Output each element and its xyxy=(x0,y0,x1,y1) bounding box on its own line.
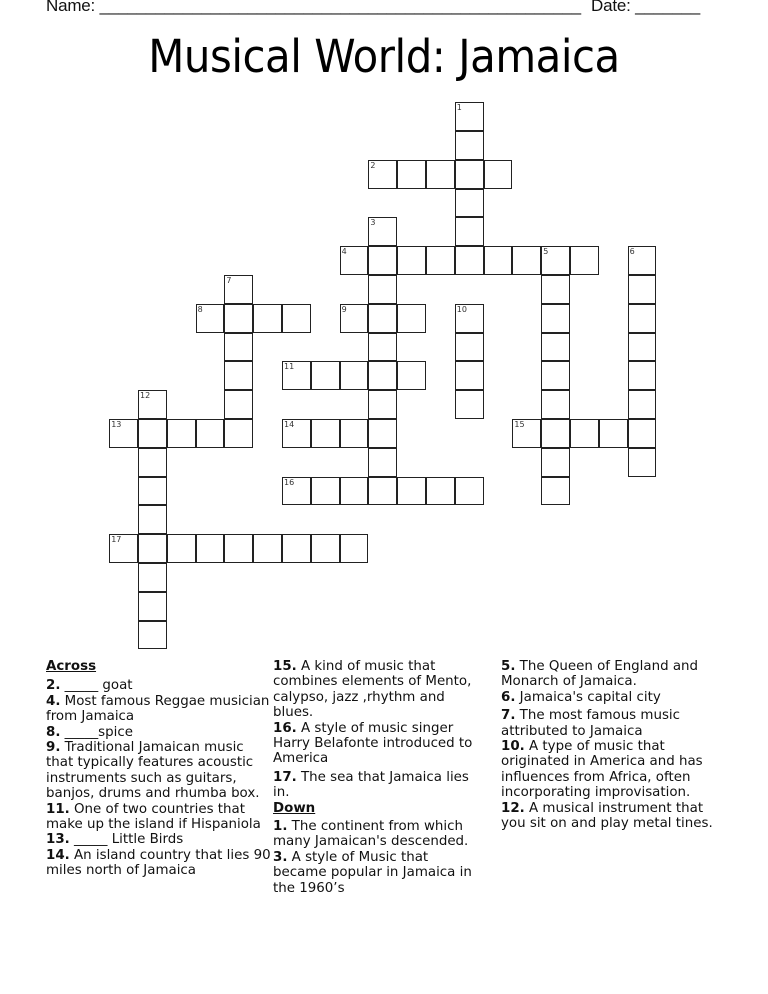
clue-text: Most famous Reggae musician from Jamaica xyxy=(46,693,270,725)
grid-cell[interactable] xyxy=(311,361,340,390)
grid-cell[interactable] xyxy=(397,477,426,506)
cell-number: 6 xyxy=(629,247,635,257)
clue-text: One of two countries that make up the island if Hispaniola xyxy=(46,801,261,833)
cell-number: 13 xyxy=(111,420,122,429)
grid-cell[interactable] xyxy=(397,246,426,275)
clue-number: 16. xyxy=(273,720,297,736)
grid-cell[interactable] xyxy=(397,160,426,189)
grid-cell[interactable] xyxy=(196,304,225,333)
grid-cell[interactable] xyxy=(340,304,369,333)
grid-cell[interactable] xyxy=(426,160,455,189)
grid-cell[interactable] xyxy=(224,304,253,333)
grid-cell[interactable] xyxy=(109,534,138,563)
clue-across-14 xyxy=(46,848,274,879)
clue-text: _____spice xyxy=(60,724,133,740)
grid-cell[interactable] xyxy=(455,477,484,506)
clues-column-1 xyxy=(46,659,274,879)
grid-cell[interactable] xyxy=(109,419,138,448)
grid-cell[interactable] xyxy=(282,534,311,563)
cell-number: 16 xyxy=(284,477,295,487)
grid-cell[interactable] xyxy=(138,621,167,650)
grid-cell[interactable] xyxy=(282,361,311,390)
grid-cell[interactable] xyxy=(368,217,397,246)
grid-cell[interactable] xyxy=(628,333,657,362)
clue-across-15 xyxy=(273,659,485,721)
grid-cell[interactable] xyxy=(455,246,484,275)
clue-number: 13. xyxy=(46,832,70,848)
grid-cell[interactable] xyxy=(311,419,340,448)
clue-number: 6. xyxy=(501,689,516,705)
clue-number: 1. xyxy=(273,819,288,835)
grid-cell[interactable] xyxy=(368,448,397,477)
cell-number: 10 xyxy=(456,304,467,314)
grid-cell[interactable] xyxy=(138,390,167,419)
grid-cell[interactable] xyxy=(224,534,253,563)
grid-cell[interactable] xyxy=(541,477,570,506)
cell-number: 7 xyxy=(226,276,232,285)
grid-cell[interactable] xyxy=(541,246,570,275)
grid-cell[interactable] xyxy=(138,563,167,592)
clue-across-2 xyxy=(46,678,274,693)
grid-cell[interactable] xyxy=(340,477,369,506)
grid-cell[interactable] xyxy=(628,448,657,477)
grid-cell[interactable] xyxy=(167,534,196,563)
clue-across-11 xyxy=(46,802,286,833)
grid-cell[interactable] xyxy=(282,477,311,506)
clue-down-12 xyxy=(501,801,726,832)
name-blank[interactable]: ____________________________________________________ xyxy=(99,0,581,15)
clue-across-9 xyxy=(46,740,274,802)
grid-cell[interactable] xyxy=(455,131,484,160)
grid-cell[interactable] xyxy=(541,333,570,362)
date-label: Date: xyxy=(591,0,631,15)
grid-cell[interactable] xyxy=(541,304,570,333)
clue-down-7 xyxy=(501,708,726,739)
clue-down-3 xyxy=(273,850,485,896)
cell-number: 17 xyxy=(111,535,122,545)
grid-cell[interactable] xyxy=(368,361,397,390)
cell-number: 2 xyxy=(370,160,376,170)
cell-number: 11 xyxy=(284,362,295,372)
grid-cell[interactable] xyxy=(282,304,311,333)
cell-number: 14 xyxy=(284,420,295,429)
clue-across-13 xyxy=(46,832,274,847)
clue-across-16 xyxy=(273,721,485,767)
grid-cell[interactable] xyxy=(138,505,167,534)
grid-cell[interactable] xyxy=(570,419,599,448)
date-blank[interactable]: _______ xyxy=(635,0,700,15)
grid-cell[interactable] xyxy=(368,275,397,304)
grid-cell[interactable] xyxy=(628,246,657,275)
grid-cell[interactable] xyxy=(368,246,397,275)
grid-cell[interactable] xyxy=(512,246,541,275)
clues-column-2 xyxy=(273,659,485,896)
grid-cell[interactable] xyxy=(628,390,657,419)
clue-across-8 xyxy=(46,725,274,740)
clue-number: 15. xyxy=(273,659,297,674)
clue-number: 2. xyxy=(46,678,61,694)
grid-cell[interactable] xyxy=(196,419,225,448)
grid-cell[interactable] xyxy=(455,333,484,362)
grid-cell[interactable] xyxy=(340,419,369,448)
cell-number: 12 xyxy=(140,391,151,401)
grid-cell[interactable] xyxy=(196,534,225,563)
clue-across-4 xyxy=(46,694,274,725)
cell-number: 8 xyxy=(197,304,203,314)
clue-number: 17. xyxy=(273,769,297,785)
page-title: Musical World: Jamaica xyxy=(148,30,620,83)
grid-cell[interactable] xyxy=(541,448,570,477)
grid-cell[interactable] xyxy=(340,361,369,390)
grid-cell[interactable] xyxy=(426,477,455,506)
clue-down-10 xyxy=(501,739,726,801)
clue-down-5 xyxy=(501,659,726,690)
grid-cell[interactable] xyxy=(311,477,340,506)
grid-cell[interactable] xyxy=(455,390,484,419)
cell-number: 9 xyxy=(341,304,347,314)
grid-cell[interactable] xyxy=(368,304,397,333)
grid-cell[interactable] xyxy=(311,534,340,563)
grid-cell[interactable] xyxy=(397,304,426,333)
cell-number: 1 xyxy=(456,103,462,113)
grid-cell[interactable] xyxy=(541,275,570,304)
clue-text: Jamaica's capital city xyxy=(515,689,661,705)
grid-cell[interactable] xyxy=(224,275,253,304)
clue-number: 7. xyxy=(501,708,516,724)
grid-cell[interactable] xyxy=(368,419,397,448)
cell-number: 5 xyxy=(543,247,549,257)
clue-number: 3. xyxy=(273,849,288,865)
grid-cell[interactable] xyxy=(253,304,282,333)
clues-column-3 xyxy=(501,659,726,831)
clue-number: 12. xyxy=(501,800,525,816)
down-heading: Down xyxy=(273,800,316,816)
grid-cell[interactable] xyxy=(541,419,570,448)
grid-cell[interactable] xyxy=(138,419,167,448)
grid-cell[interactable] xyxy=(455,102,484,131)
grid-cell[interactable] xyxy=(426,246,455,275)
grid-cell[interactable] xyxy=(224,333,253,362)
clue-text: An island country that lies 90 miles north of Jamaica xyxy=(46,847,271,879)
grid-cell[interactable] xyxy=(570,246,599,275)
clue-number: 11. xyxy=(46,801,70,817)
grid-cell[interactable] xyxy=(628,419,657,448)
grid-cell[interactable] xyxy=(455,361,484,390)
name-label: Name: xyxy=(46,0,96,15)
grid-cell[interactable] xyxy=(599,419,628,448)
clue-number: 9. xyxy=(46,740,61,756)
grid-cell[interactable] xyxy=(224,419,253,448)
grid-cell[interactable] xyxy=(138,534,167,563)
cell-number: 4 xyxy=(341,247,347,257)
grid-cell[interactable] xyxy=(340,246,369,275)
clue-text: A kind of music that combines elements of Mento, calypso, jazz ,rhythm and blues. xyxy=(273,659,472,721)
clue-text: A type of music that originated in America and has influences from Africa, often incorporating improvisation. xyxy=(501,739,703,801)
grid-cell[interactable] xyxy=(628,304,657,333)
grid-cell[interactable] xyxy=(541,361,570,390)
grid-cell[interactable] xyxy=(484,246,513,275)
across-heading: Across xyxy=(46,659,97,674)
cell-number: 3 xyxy=(370,218,376,228)
grid-cell[interactable] xyxy=(368,477,397,506)
clue-text: _____ goat xyxy=(60,678,133,694)
clue-text: A style of Music that became popular in Jamaica in the 1960’s xyxy=(273,849,472,896)
grid-cell[interactable] xyxy=(628,361,657,390)
grid-cell[interactable] xyxy=(224,361,253,390)
clue-text: The most famous music attributed to Jamaica xyxy=(501,708,681,739)
clue-number: 14. xyxy=(46,847,70,863)
clue-text: The Queen of England and Monarch of Jamaica. xyxy=(501,659,699,690)
grid-cell[interactable] xyxy=(138,592,167,621)
grid-cell[interactable] xyxy=(368,333,397,362)
grid-cell[interactable] xyxy=(340,534,369,563)
clue-text: _____ Little Birds xyxy=(69,832,184,848)
grid-cell[interactable] xyxy=(455,217,484,246)
clue-across-17 xyxy=(273,770,485,801)
clue-text: The sea that Jamaica lies in. xyxy=(273,769,469,801)
clue-text: Traditional Jamaican music that typically features acoustic instruments such as guitars, banjos, drums and rhumba box. xyxy=(46,740,260,802)
clue-number: 4. xyxy=(46,693,61,709)
grid-cell[interactable] xyxy=(138,477,167,506)
clue-number: 5. xyxy=(501,659,516,674)
grid-cell[interactable] xyxy=(282,419,311,448)
clue-text: A musical instrument that you sit on and play metal tines. xyxy=(501,800,713,832)
cell-number: 15 xyxy=(514,420,525,429)
grid-cell[interactable] xyxy=(512,419,541,448)
clue-text: The continent from which many Jamaican's descended. xyxy=(273,819,469,850)
grid-cell[interactable] xyxy=(368,160,397,189)
clue-number: 8. xyxy=(46,724,61,740)
clue-down-6 xyxy=(501,690,726,705)
clue-text: A style of music singer Harry Belafonte introduced to America xyxy=(273,720,473,767)
grid-cell[interactable] xyxy=(541,390,570,419)
grid-cell[interactable] xyxy=(455,304,484,333)
grid-cell[interactable] xyxy=(455,189,484,218)
grid-cell[interactable] xyxy=(455,160,484,189)
grid-cell[interactable] xyxy=(253,534,282,563)
grid-cell[interactable] xyxy=(167,419,196,448)
grid-cell[interactable] xyxy=(224,390,253,419)
grid-cell[interactable] xyxy=(138,448,167,477)
clue-number: 10. xyxy=(501,739,525,755)
grid-cell[interactable] xyxy=(628,275,657,304)
clue-down-1 xyxy=(273,819,485,850)
grid-cell[interactable] xyxy=(397,361,426,390)
grid-cell[interactable] xyxy=(484,160,513,189)
grid-cell[interactable] xyxy=(368,390,397,419)
